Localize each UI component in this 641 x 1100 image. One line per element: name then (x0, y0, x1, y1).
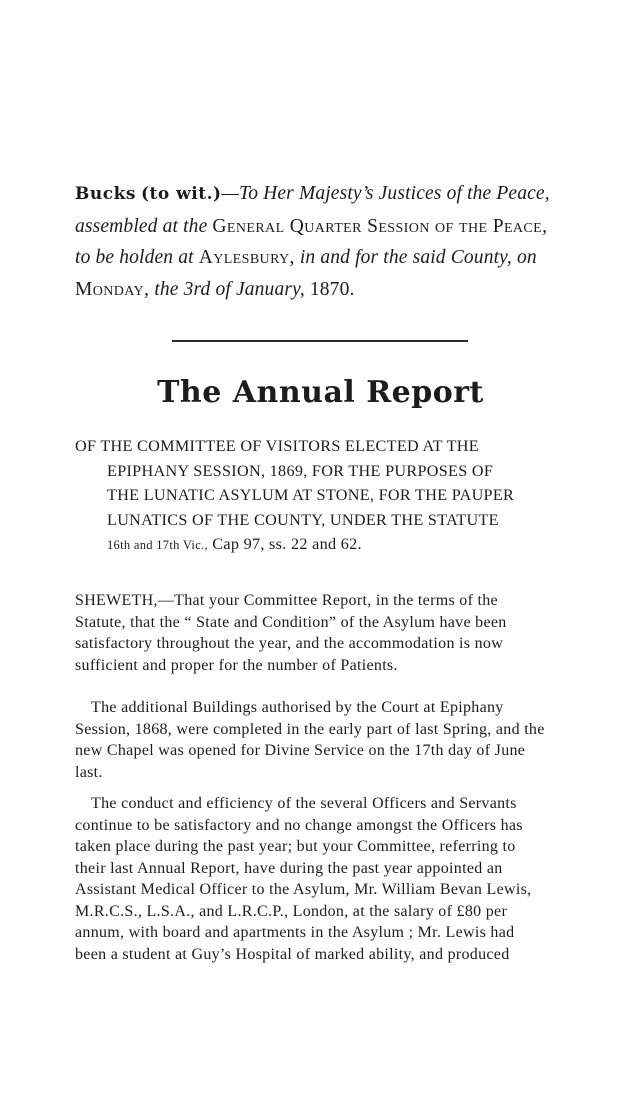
address-preamble (75, 178, 575, 305)
addressee-text: —To Her Majesty’s Justices of the Peace, (221, 183, 550, 204)
paragraph-line: The additional Buildings authorised by the Court at Epiphany (91, 699, 504, 716)
statute-cap: Cap 97, ss. 22 and 62. (212, 535, 362, 553)
paragraph-line: SHEWETH,—That your Committee Report, in the terms of the (75, 592, 498, 609)
paragraph-line: last. (75, 763, 103, 781)
preamble-line-2: assembled at the General Quarter Session of the Peace, (75, 215, 548, 237)
paragraph-line: been a student at Guy’s Hospital of marked ability, and produced (75, 945, 510, 963)
paragraph-line: Session, 1868, were completed in the early part of last Spring, and the (75, 720, 545, 738)
preamble-line-3: to be holden at Aylesbury, in and for the said County, on (75, 247, 537, 268)
paragraph-line: annum, with board and apartments in the Asylum ; Mr. Lewis had (75, 924, 515, 941)
divider-rule (172, 340, 468, 342)
subtitle-line-4: LUNATICS OF THE COUNTY, UNDER THE STATUTE (107, 510, 499, 529)
paragraph-line: sufficient and proper for the number of Patients. (75, 656, 398, 674)
date-text: the 3rd of January, (154, 278, 305, 300)
paragraph-line: continue to be satisfactory and no change amongst the Officers has (75, 816, 523, 834)
statute-vic: 16th and 17th Vic., (107, 538, 208, 552)
report-subtitle (75, 434, 570, 558)
paragraph-line: new Chapel was opened for Divine Service on the 17th day of June (75, 742, 526, 759)
paragraph-line: Statute, that the “ State and Condition” of the Asylum have been (75, 613, 507, 631)
subtitle-line-2: EPIPHANY SESSION, 1869, FOR THE PURPOSES OF (107, 461, 494, 480)
town-name: Aylesbury, (198, 247, 295, 268)
paragraph-line: Assistant Medical Officer to the Asylum, Mr. William Bevan Lewis, (75, 881, 532, 898)
subtitle-line-3: THE LUNATIC ASYLUM AT STONE, FOR THE PAUPER (107, 486, 515, 504)
subtitle-line-5 (75, 532, 570, 558)
paragraph-2 (75, 697, 570, 783)
paragraph-line: taken place during the past year; but your Committee, referring to (75, 838, 516, 855)
paragraph-line: M.R.C.S., L.S.A., and L.R.C.P., London, at the salary of £80 per (75, 902, 508, 920)
weekday: Monday, (75, 278, 150, 300)
paragraph-line: satisfactory throughout the year, and the accommodation is now (75, 635, 504, 652)
paragraph-line: The conduct and efficiency of the several Officers and Servants (91, 795, 517, 812)
paragraph-line: their last Annual Report, have during the past year appointed an (75, 859, 503, 877)
preamble-line-4 (75, 274, 575, 306)
paragraph-3 (75, 793, 570, 965)
session-name: General Quarter Session of the Peace, (212, 215, 548, 237)
report-heading: The Annual Report (157, 375, 484, 410)
preamble-line-1 (75, 178, 575, 211)
year-text: 1870. (309, 278, 355, 300)
to-wit: (to wit.) (140, 184, 222, 204)
subtitle-line-1: OF THE COMMITTEE OF VISITORS ELECTED AT THE (75, 437, 479, 455)
paragraph-1 (75, 590, 570, 676)
county-name: Bucks (75, 184, 136, 204)
